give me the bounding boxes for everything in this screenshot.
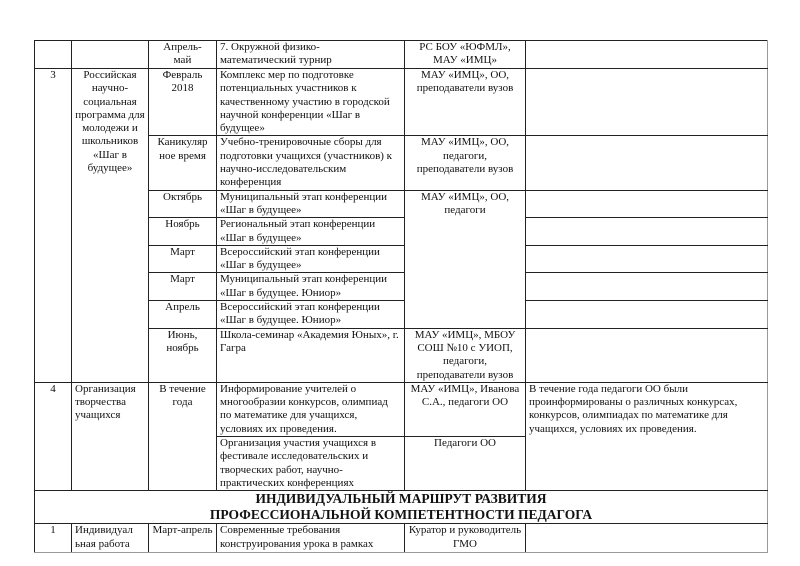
num-cell: 4	[35, 382, 72, 490]
event-cell: Муниципальный этап конференции «Шаг в будущее. Юниор»	[217, 273, 405, 301]
event-cell: Школа-семинар «Академия Юных», г. Гагра	[217, 328, 405, 382]
responsible-cell: МАУ «ИМЦ», ОО, преподаватели вузов	[405, 69, 526, 136]
result-cell	[526, 190, 768, 218]
event-cell: Учебно-тренировочные сборы для подготовки учащихся (участников) к научно-исследовательским конференция	[217, 136, 405, 190]
section-header-line1: ИНДИВИДУАЛЬНЫЙ МАРШРУТ РАЗВИТИЯ	[255, 491, 547, 507]
event-cell: 7. Окружной физико- математический турнир	[217, 41, 405, 69]
result-cell	[526, 41, 768, 69]
num-cell	[35, 41, 72, 69]
result-cell	[526, 245, 768, 273]
responsible-cell: Педагоги ОО	[405, 437, 526, 491]
responsible-cell: РС БОУ «ЮФМЛ», МАУ «ИМЦ»	[405, 41, 526, 69]
event-cell: Организация участия учащихся в фестивале исследовательских и творческих работ, научно-практических конференциях	[217, 437, 405, 491]
result-cell	[526, 218, 768, 246]
section-header-row	[35, 491, 768, 524]
date-cell: Июнь, ноябрь	[149, 328, 217, 382]
direction-cell: Российская научно-социальная программа для молодежи и школьников «Шаг в будущее»	[72, 69, 149, 383]
result-cell	[526, 273, 768, 301]
table-row	[35, 524, 768, 553]
date-cell: В течение года	[149, 382, 217, 490]
section-header	[35, 491, 768, 524]
event-cell: Современные требования конструирования урока в рамках	[217, 524, 405, 553]
plan-table	[34, 40, 768, 553]
direction-cell: Организация творчества учащихся	[72, 382, 149, 490]
event-cell: Региональный этап конференции «Шаг в будущее»	[217, 218, 405, 246]
direction-cell: Индивидуал ьная работа	[72, 524, 149, 553]
responsible-cell: Куратор и руководитель ГМО	[405, 524, 526, 553]
date-cell: Октябрь	[149, 190, 217, 218]
responsible-cell: МАУ «ИМЦ», МБОУ СОШ №10 с УИОП, педагоги, преподаватели вузов	[405, 328, 526, 382]
table-row	[35, 382, 768, 436]
direction-cell	[72, 41, 149, 69]
num-cell: 3	[35, 69, 72, 383]
event-cell: Всероссийский этап конференции «Шаг в будущее»	[217, 245, 405, 273]
result-cell	[526, 69, 768, 136]
result-cell	[526, 301, 768, 329]
responsible-cell: МАУ «ИМЦ», ОО, педагоги	[405, 190, 526, 328]
date-cell: Март	[149, 245, 217, 273]
event-cell: Информирование учителей о многообразии конкурсов, олимпиад по математике для учащихся, условиях их проведения.	[217, 382, 405, 436]
section-header-line2: ПРОФЕССИОНАЛЬНОЙ КОМПЕТЕНТНОСТИ ПЕДАГОГА	[209, 507, 593, 523]
date-cell: Февраль 2018	[149, 69, 217, 136]
result-cell	[526, 524, 768, 553]
result-cell	[526, 328, 768, 382]
date-cell: Март-апрель	[149, 524, 217, 553]
date-cell: Апрель- май	[149, 41, 217, 69]
date-cell: Ноябрь	[149, 218, 217, 246]
date-cell: Каникуляр ное время	[149, 136, 217, 190]
event-cell: Всероссийский этап конференции «Шаг в будущее. Юниор»	[217, 301, 405, 329]
responsible-cell: МАУ «ИМЦ», ОО, педагоги, преподаватели вузов	[405, 136, 526, 190]
event-cell: Комплекс мер по подготовке потенциальных участников к качественному участию в городской научной конференции «Шаг в будущее»	[217, 69, 405, 136]
num-cell: 1	[35, 524, 72, 553]
date-cell: Апрель	[149, 301, 217, 329]
table-row	[35, 69, 768, 136]
result-cell	[526, 136, 768, 190]
result-cell: В течение года педагоги ОО были проинформированы о различных конкурсах, конкурсов, олимпиадах по математике для учащихся, условиях их проведения.	[526, 382, 768, 490]
date-cell: Март	[149, 273, 217, 301]
responsible-cell: МАУ «ИМЦ», Иванова С.А., педагоги ОО	[405, 382, 526, 436]
table-row	[35, 41, 768, 69]
event-cell: Муниципальный этап конференции «Шаг в будущее»	[217, 190, 405, 218]
